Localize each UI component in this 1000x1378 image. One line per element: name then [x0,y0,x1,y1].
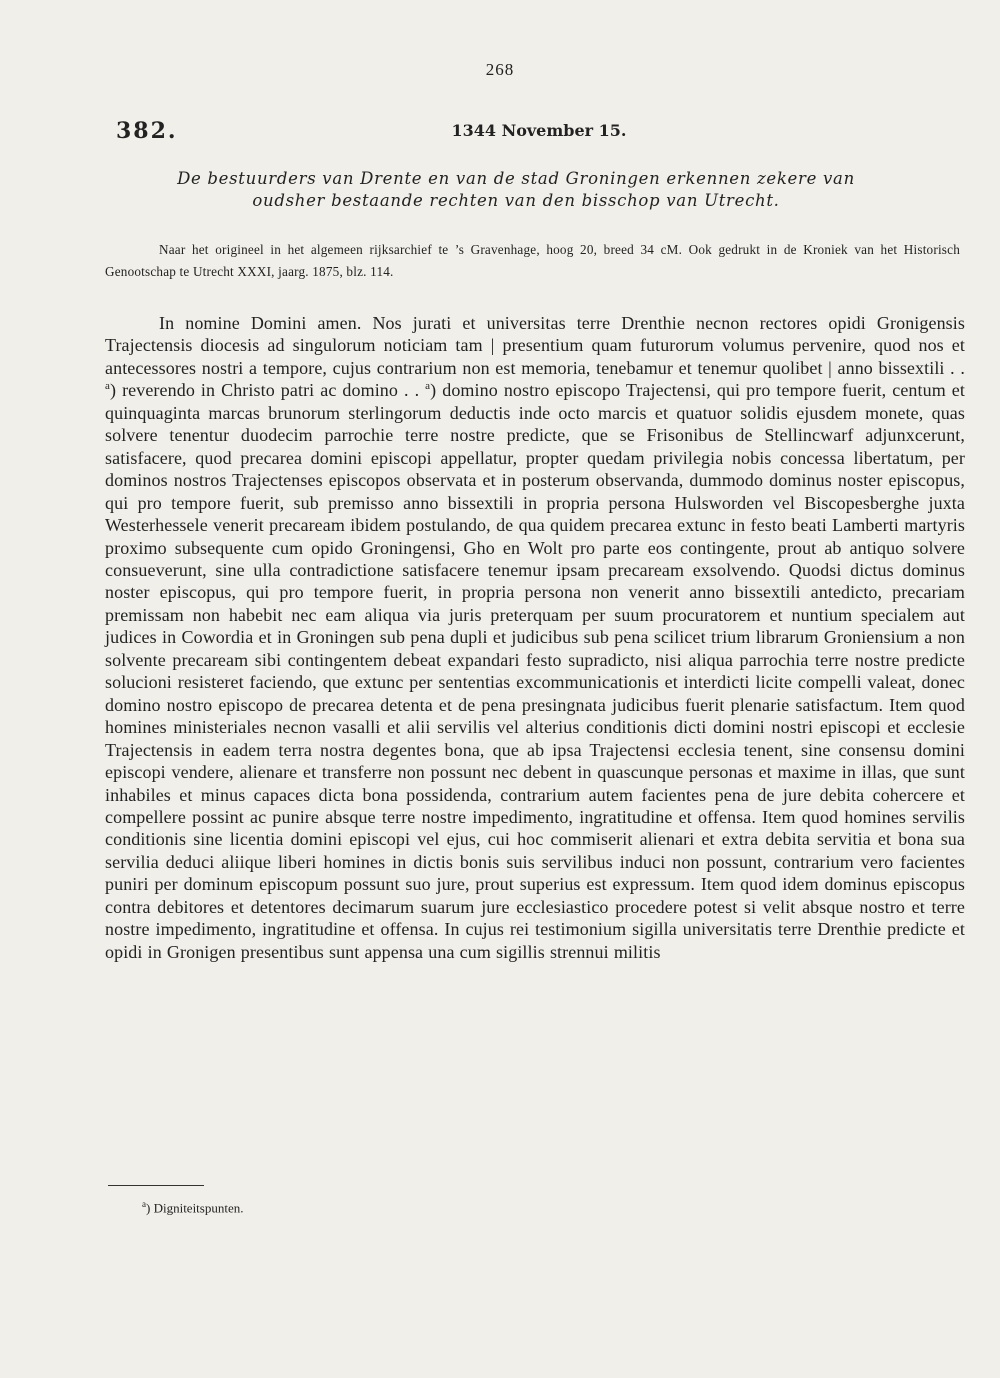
document-number: 382. [116,118,178,144]
footnote-text: ) Digniteitspunten. [146,1200,244,1216]
document-date: 1344 November 15. [451,121,627,140]
footnote [142,1199,244,1216]
charter-text-part-2: ) reverendo in Christo patri ac domino . . [109,380,420,401]
footnote-divider [108,1185,204,1186]
document-summary: De bestuurders van Drente en van de stad Groningen erkennen zekere van oudsher bestaande rechten van den bisschop van Utrecht. [177,169,855,210]
charter-text-part-3: ) domino nostro episcopo Trajectensi, qui pro tempore fuerit, centum et quinquaginta marcas brunorum sterlingorum deductis inde octo marcis et quatuor solidis ejusdem monete, quas solvere tenentur duodecim parrochie terre nostre predicte, que se Frisonibus de Stellincwarf adjunxcerunt, satisfacere, quod precarea domini episcopi appellatur, propter quedam privilegia nobis concessa libertatum, per dominos nostros Trajectenses episcopos observata et in posterum observanda, dummodo dominus noster episcopus, qui pro tempore fuerit, sub premisso anno bissextili in propria persona Hulsworden vel Biscopesberghe juxta Westerhessele venerit precaream ibidem postulando, de qua quidem precarea extunc in festo beati Lamberti martyris proximo subsequente cum opido Groningensi, Gho en Wolt pro parte eos contingente, prout ab antiquo solvere consueverunt, sine ulla contradictione satisfacere tenemur ipsam precaream exsolvendo. Quodsi dictus dominus noster episcopus, qui pro tempore fuerit, in propria persona non venerit anno bissextili antedicto, precariam premissam non habebit nec eam aliqua via juris preterquam per suum procuratorem et nuntium specialem aut judices in Cowordia et in Groningen sub pena dupli et judicibus sub pena scilicet trium librarum Groniensium a non solvente precaream sibi contingentem debeat expandari festo supradicto, nisi aliqua parrochia terre nostre predicte solucioni resisteret faciendo, que extunc per sententias excommunicationis et interdicti licite compelli valeat, donec domino nostro episcopo de precarea detenta et de pena presingnata judicibus fuerit plenarie satisfactum. Item quod homines ministeriales necnon vasalli et alii servilis vel alterius conditionis dicti domini nostri episcopi et ecclesie Trajectensis in eadem terra nostra degentes bona, que ab ipsa Trajectensi ecclesia tenent, sine consensu domini episcopi vendere, alienare et transferre non possunt nec debent in quascunque personas et maxime in illas, que sunt inhabiles et minus capaces dicta bona possidenda, contrarium autem facientes pena de jure debita cohercere et compellere possint ac punire absque terre nostre impedimento, ingratitudine et offensa. Item quod homines servilis conditionis sine licentia domini episcopi vel ejus, cui hoc commiserit alienari et extra debita servitia et bona sua servilia deduci aliique liberi homines in dictis bonis suis servilibus induci non possunt, contrarium vero facientes puniri per dominum episcopum possunt suo jure, prout superius est expressum. Item quod idem dominus episcopus contra debitores et detentores decimarum suarum jure ecclesiastico procedere potest si velit absque nostro et terre nostre impedimento, ingratitudine et offensa. In cujus rei testimonium sigilla universitatis terre Drenthie predicte et opidi in Gronigen presentibus sunt appensa una cum sigillis strennui militis [105,380,965,962]
footnote-marker-2: a [425,380,431,393]
footnote-marker: a [142,1199,146,1209]
charter-text [105,312,965,963]
page-number: 268 [485,60,515,79]
charter-text-part-1: In nomine Domini amen. Nos jurati et universitas terre Drenthie necnon rectores opidi Gronigensis Trajectensis diocesis ad singulorum noticiam tam | presentium quam futurorum volumus pervenire, quod nos et antecessores nostri a tempore, cujus contrarium non est memoria, tenebamur et tenemur quolibet | anno bissextili . . [105,313,965,378]
footnote-marker-1: a [105,380,110,393]
source-note: Naar het origineel in het algemeen rijksarchief te ’s Gravenhage, hoog 20, breed 34 cM. Ook gedrukt in de Kroniek van het Historisch Genootschap te Utrecht XXXI, jaarg. 1875, blz. 114. [105,242,960,279]
